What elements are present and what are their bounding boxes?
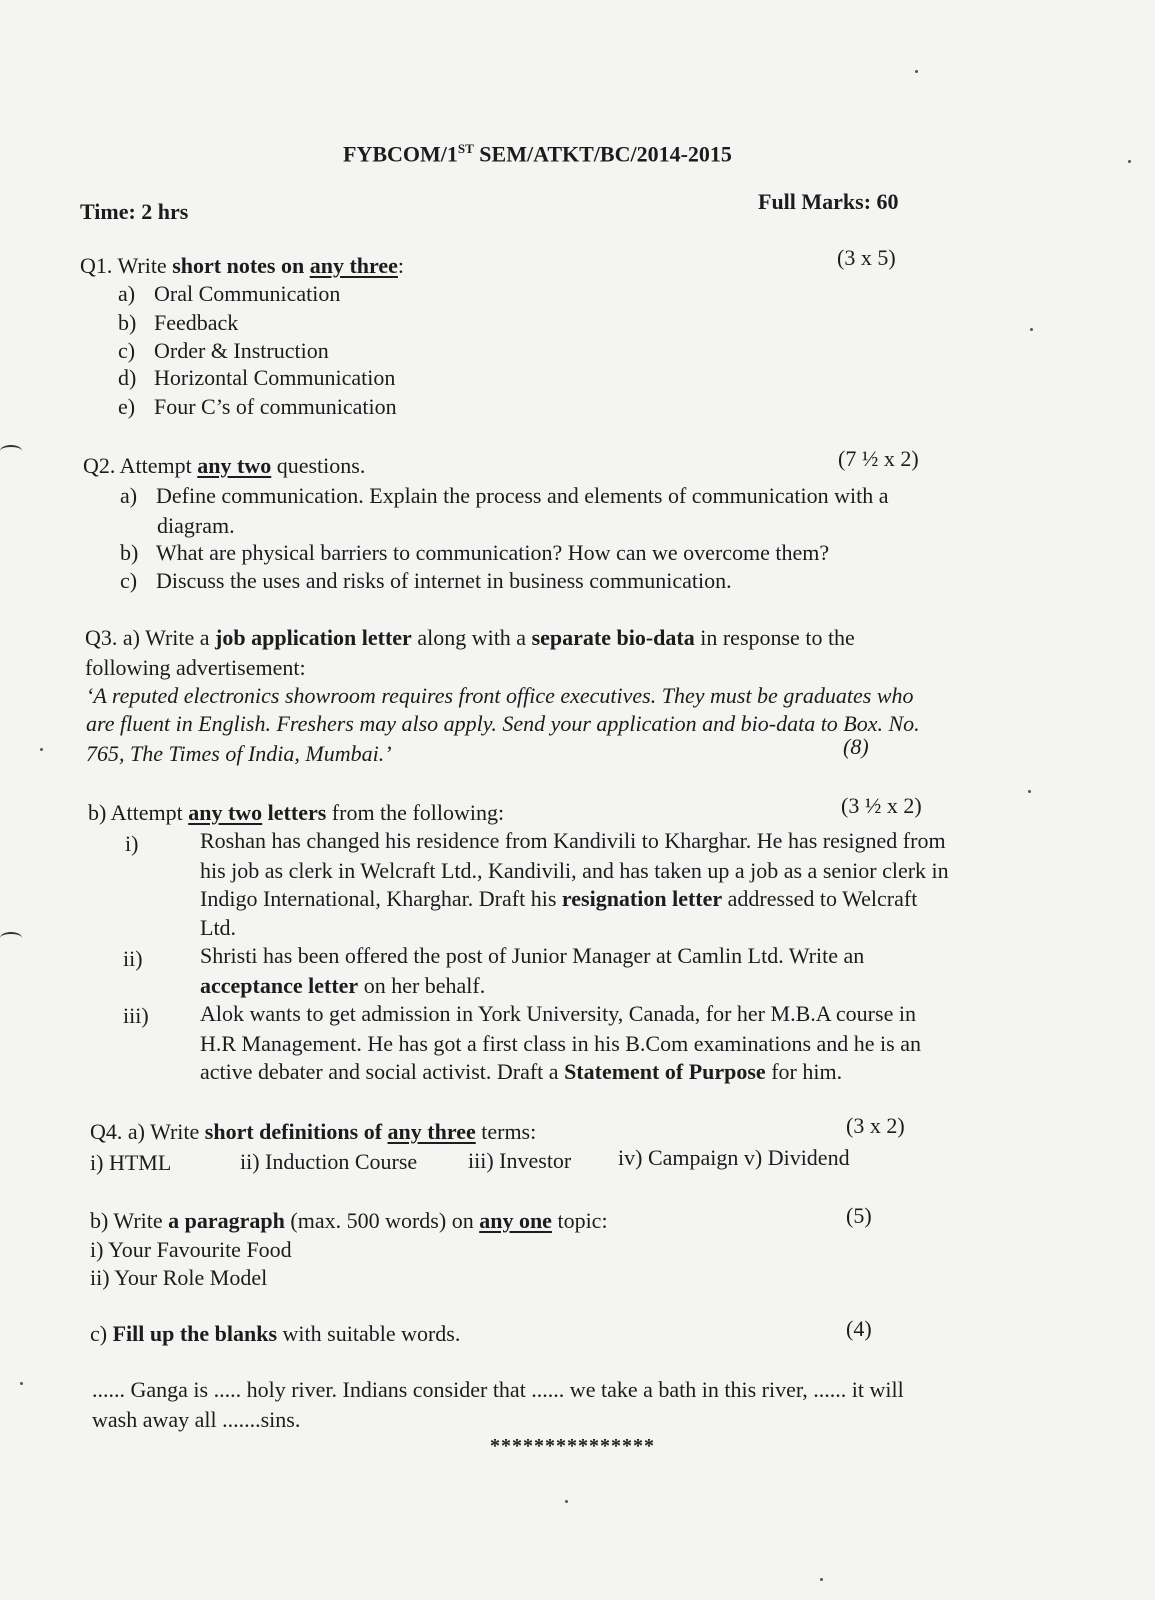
q1-item-label: d) bbox=[118, 365, 137, 390]
q4b-topic: ii) Your Role Model bbox=[90, 1265, 268, 1290]
text-run: addressed to Welcraft bbox=[722, 886, 918, 911]
q3b-item-text bbox=[200, 972, 485, 1000]
q2-item bbox=[120, 567, 732, 595]
q4c-bold: Fill up the blanks bbox=[112, 1321, 278, 1346]
advertisement-line: 765, The Times of India, Mumbai.’ bbox=[86, 741, 392, 766]
advertisement-line: are fluent in English. Freshers may also apply. Send your application and bio-data to Box. No. bbox=[86, 711, 920, 736]
q4a-heading bbox=[90, 1118, 536, 1146]
q3b-underline: any two bbox=[188, 800, 263, 825]
q3a-heading bbox=[85, 624, 855, 652]
q4c-marks: (4) bbox=[846, 1316, 872, 1341]
q1-heading bbox=[80, 252, 404, 280]
q1-item-text: Order & Instruction bbox=[154, 338, 329, 363]
q3b-item-text: Roshan has changed his residence from Kandivili to Kharghar. He has resigned from bbox=[200, 828, 946, 853]
text-run-bold: resignation letter bbox=[561, 886, 723, 911]
q2-item-continuation: diagram. bbox=[157, 513, 235, 538]
q4b-prefix: b) Write bbox=[90, 1208, 169, 1233]
q3a-bold2: separate bio-data bbox=[531, 625, 695, 650]
scan-speck bbox=[565, 1500, 568, 1503]
text-run: for him. bbox=[765, 1059, 843, 1084]
q1-prefix: Q1. Write bbox=[80, 253, 173, 278]
q4a-suffix: terms: bbox=[475, 1119, 537, 1144]
q4a-underline: any three bbox=[387, 1119, 476, 1144]
scan-speck bbox=[1030, 328, 1033, 331]
scan-mark bbox=[0, 932, 22, 944]
q1-item-label: e) bbox=[118, 394, 136, 419]
q2-suffix: questions. bbox=[271, 453, 366, 478]
q1-item-label: b) bbox=[118, 310, 137, 335]
q1-bold: short notes on bbox=[172, 253, 310, 278]
q3b-item-text bbox=[200, 885, 917, 913]
end-stars: *************** bbox=[490, 1435, 655, 1457]
paper-title bbox=[343, 135, 732, 168]
scan-speck bbox=[20, 1382, 23, 1385]
q1-item bbox=[118, 309, 238, 337]
scan-mark bbox=[0, 445, 22, 457]
q3b-item-text bbox=[200, 1058, 842, 1086]
q1-item-label: c) bbox=[118, 338, 136, 363]
q3b-item-text: Ltd. bbox=[200, 915, 237, 940]
q3a-marks: (8) bbox=[843, 734, 869, 759]
fill-blanks-text: wash away all .......sins. bbox=[92, 1407, 301, 1432]
q4a-term: i) HTML bbox=[90, 1150, 172, 1175]
q3b-item-text: Alok wants to get admission in York University, Canada, for her M.B.A course in bbox=[200, 1001, 916, 1026]
q3b-item-text: Shristi has been offered the post of Junior Manager at Camlin Ltd. Write an bbox=[200, 943, 865, 968]
q2-item-label: c) bbox=[120, 568, 138, 593]
text-run: on her behalf. bbox=[358, 973, 486, 998]
q4c-suffix: with suitable words. bbox=[277, 1321, 461, 1346]
q4b-underline: any one bbox=[479, 1208, 552, 1233]
q1-item-text: Oral Communication bbox=[154, 281, 341, 306]
title-rest: SEM/ATKT/BC/2014-2015 bbox=[473, 141, 732, 167]
q3b-marks: (3 ½ x 2) bbox=[841, 793, 922, 818]
q4b-mid: (max. 500 words) on bbox=[284, 1208, 480, 1233]
q2-marks: (7 ½ x 2) bbox=[838, 446, 919, 471]
q1-item-text: Four C’s of communication bbox=[154, 394, 397, 419]
text-run: active debater and social activist. Draft a bbox=[200, 1059, 565, 1084]
scan-speck bbox=[40, 748, 43, 751]
q3a-suffix: in response to the bbox=[694, 625, 855, 650]
q4b-bold: a paragraph bbox=[168, 1208, 285, 1233]
q4a-term: iii) Investor bbox=[468, 1148, 572, 1173]
q1-item bbox=[118, 280, 340, 308]
scan-speck bbox=[1028, 790, 1031, 793]
advertisement-line: ‘A reputed electronics showroom requires front office executives. They must be graduates who bbox=[86, 683, 914, 708]
q4a-marks: (3 x 2) bbox=[846, 1113, 905, 1138]
q4b-topic: i) Your Favourite Food bbox=[90, 1237, 292, 1262]
q4c-heading bbox=[90, 1320, 460, 1348]
q2-item-label: a) bbox=[120, 483, 138, 508]
q4b-marks: (5) bbox=[846, 1203, 872, 1228]
q2-underline: any two bbox=[197, 453, 272, 478]
q3a-mid: along with a bbox=[411, 625, 532, 650]
q2-item-text: Define communication. Explain the process and elements of communication with a bbox=[156, 483, 889, 508]
q2-item bbox=[120, 539, 829, 567]
time-label: Time: 2 hrs bbox=[80, 199, 189, 224]
scan-speck bbox=[915, 70, 918, 73]
q4a-bold: short definitions of bbox=[204, 1119, 388, 1144]
q1-item bbox=[118, 364, 395, 392]
text-run-bold: acceptance letter bbox=[200, 973, 359, 998]
q1-underline: any three bbox=[309, 253, 398, 278]
q4a-prefix: Q4. a) Write bbox=[90, 1119, 205, 1144]
q3b-heading bbox=[88, 799, 504, 827]
q3b-prefix: b) Attempt bbox=[88, 800, 189, 825]
q3b-item-label: iii) bbox=[123, 1003, 149, 1028]
q3b-item-text: H.R Management. He has got a first class in his B.Com examinations and he is an bbox=[200, 1031, 921, 1056]
q1-item bbox=[118, 337, 329, 365]
q2-item-text: Discuss the uses and risks of internet in business communication. bbox=[156, 568, 732, 593]
q4a-term: iv) Campaign v) Dividend bbox=[618, 1145, 850, 1170]
scan-speck bbox=[820, 1578, 823, 1581]
q1-item-text: Feedback bbox=[154, 310, 239, 335]
q1-item bbox=[118, 393, 397, 421]
q1-item-text: Horizontal Communication bbox=[154, 365, 396, 390]
scan-speck bbox=[1128, 160, 1131, 163]
q3a-line2: following advertisement: bbox=[85, 655, 306, 680]
q3b-item-label: i) bbox=[125, 831, 139, 856]
q1-suffix: : bbox=[397, 253, 405, 278]
q3b-bold: letters bbox=[262, 800, 327, 825]
q2-item-label: b) bbox=[120, 540, 139, 565]
q3b-suffix: from the following: bbox=[326, 800, 505, 825]
q4b-suffix: topic: bbox=[551, 1208, 608, 1233]
q4b-heading bbox=[90, 1207, 608, 1235]
fill-blanks-text: ...... Ganga is ..... holy river. Indians consider that ...... we take a bath in this river, ...... it will bbox=[92, 1377, 904, 1402]
q2-item bbox=[120, 482, 889, 510]
q2-heading bbox=[83, 452, 365, 480]
title-main: FYBCOM/1 bbox=[343, 141, 458, 167]
text-run: Indigo International, Kharghar. Draft his bbox=[200, 886, 562, 911]
q1-marks: (3 x 5) bbox=[837, 245, 896, 270]
q2-prefix: Q2. Attempt bbox=[83, 453, 198, 478]
q4c-prefix: c) bbox=[90, 1321, 113, 1346]
q3a-prefix: Q3. a) Write a bbox=[85, 625, 216, 650]
q3a-bold1: job application letter bbox=[215, 625, 412, 650]
q3b-item-label: ii) bbox=[123, 946, 143, 971]
q2-item-text: What are physical barriers to communication? How can we overcome them? bbox=[156, 540, 830, 565]
q4a-term: ii) Induction Course bbox=[240, 1149, 418, 1174]
title-superscript: ST bbox=[457, 141, 474, 156]
full-marks-label: Full Marks: 60 bbox=[758, 189, 899, 214]
q1-item-label: a) bbox=[118, 281, 136, 306]
text-run-bold: Statement of Purpose bbox=[564, 1059, 766, 1084]
q3b-item-text: his job as clerk in Welcraft Ltd., Kandivili, and has taken up a job as a senior clerk in bbox=[200, 858, 949, 883]
